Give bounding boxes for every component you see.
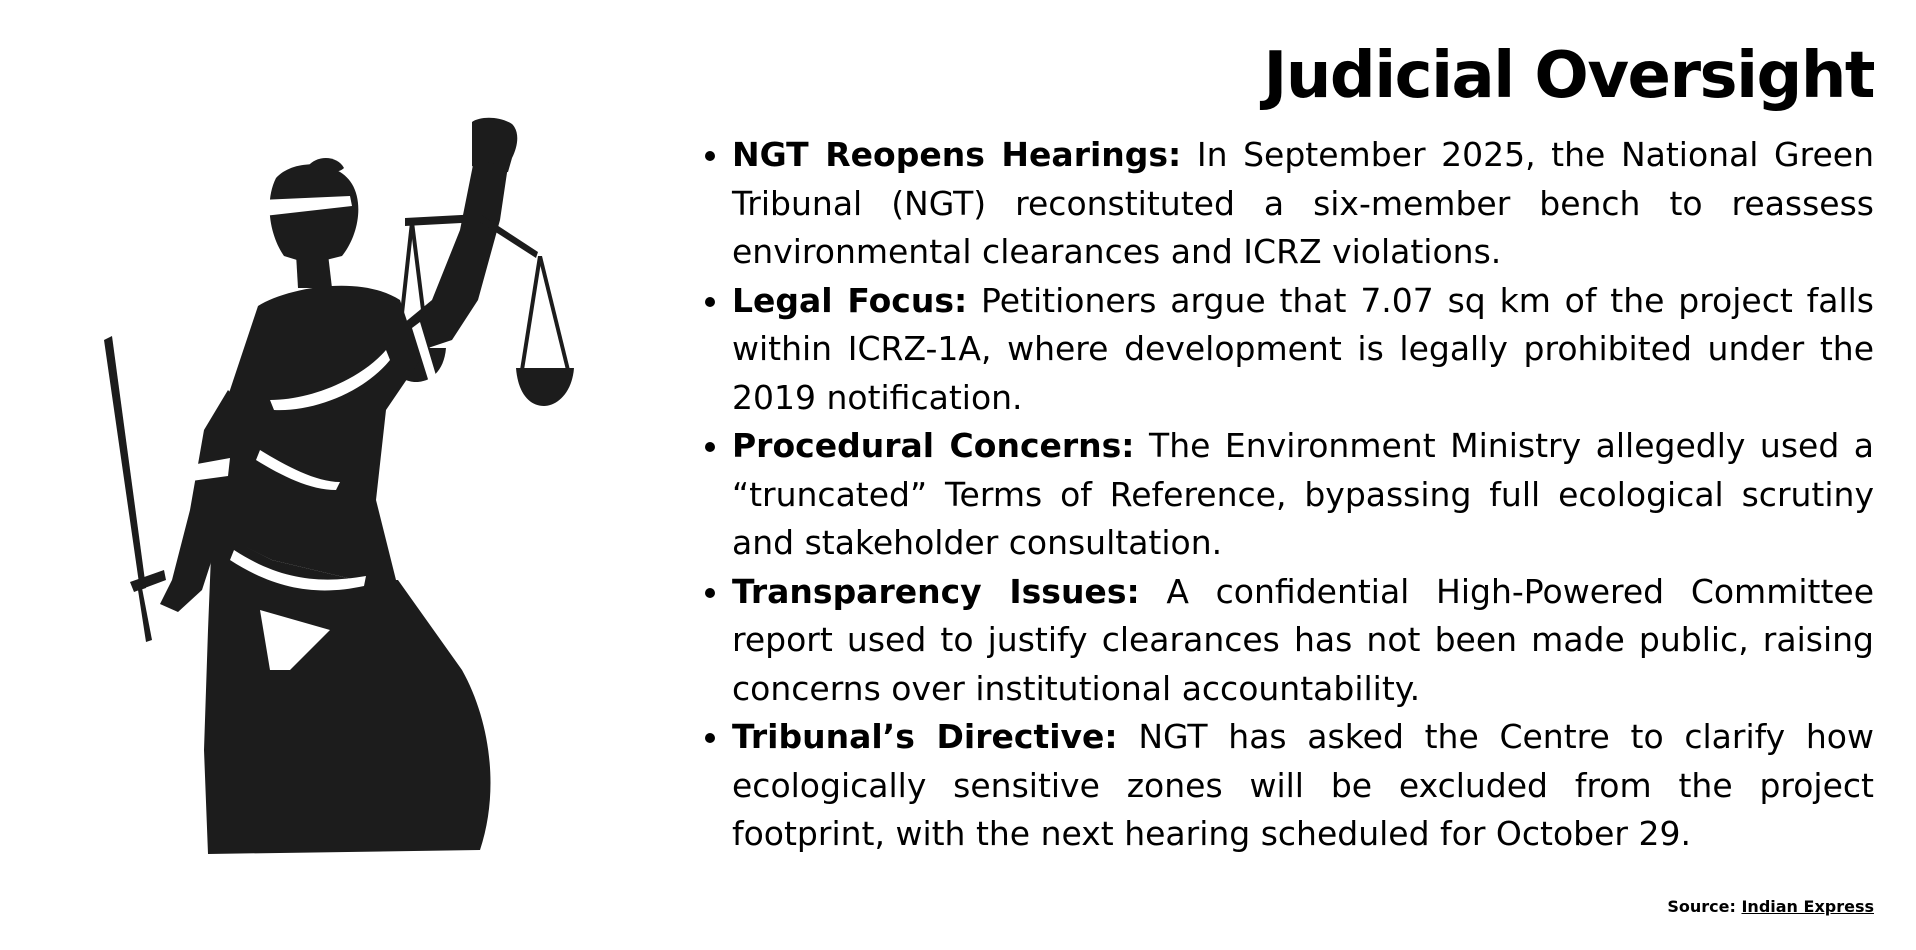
lady-justice-silhouette-icon [60,110,600,890]
source-link[interactable]: Indian Express [1741,897,1874,916]
list-item [732,422,1874,568]
point-label: Transparency Issues: [732,571,1140,611]
point-label: Legal Focus: [732,280,968,320]
point-text: A confidential High-Powered Committee report used to justify clearances has not been made public, raising concerns over institutional accountability. [732,571,1874,708]
point-text: NGT has asked the Centre to clarify how ecologically sensitive zones will be excluded from the project footprint, with the next hearing scheduled for October 29. [732,717,1874,853]
point-label: Procedural Concerns: [732,426,1135,465]
point-label: Tribunal’s Directive: [732,717,1118,756]
point-text: Petitioners argue that 7.07 sq km of the project falls within ICRZ-1A, where development is legally prohibited under the 2019 notification. [732,280,1874,417]
page-title: Judicial Oversight [1263,39,1874,113]
point-label: NGT Reopens Hearings: [732,135,1182,174]
list-item [732,131,1874,277]
source-label: Source: [1667,897,1736,916]
source-citation [1667,897,1874,917]
list-item [732,713,1874,859]
point-text: The Environment Ministry allegedly used a “truncated” Terms of Reference, bypassing full ecological scrutiny and stakeholder consultation. [732,426,1875,562]
list-item [732,568,1874,714]
point-text: In September 2025, the National Green Tribunal (NGT) reconstituted a six-member bench to reassess environmental clearances and ICRZ violations. [732,135,1874,271]
lady-justice-illustration [60,110,600,890]
key-points-list [689,131,1874,859]
list-item [732,277,1874,423]
